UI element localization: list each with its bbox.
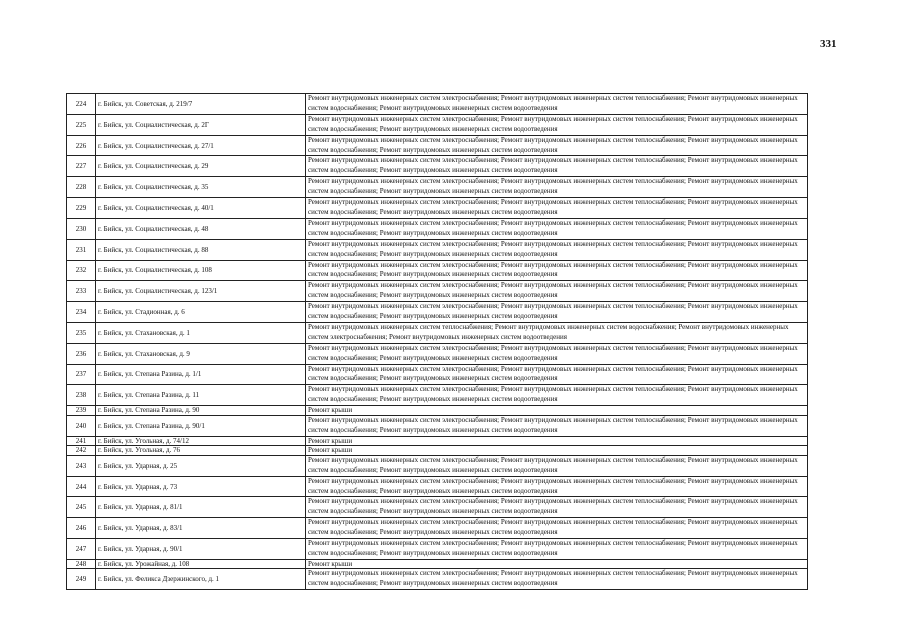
row-number-cell: 243: [67, 455, 96, 476]
table-row: [67, 177, 808, 198]
work-type-cell: Ремонт внутридомовых инженерных систем теплоснабжения; Ремонт внутридомовых инженерных систем водоснабжения; Ремонт внутридомовых инженерных систем электроснабжения; Ремонт внутридомовых инженерных систем водоотведения: [306, 322, 808, 343]
address-cell: г. Бийск, ул. Ударная, д. 73: [96, 476, 306, 497]
work-type-cell: Ремонт внутридомовых инженерных систем электроснабжения; Ремонт внутридомовых инженерных систем теплоснабжения; Ремонт внутридомовых инженерных систем водоснабжения; Ремонт внутридомовых инженерных систем водоотведения: [306, 114, 808, 135]
table-row: [67, 436, 808, 446]
table-row: [67, 497, 808, 518]
table-row: [67, 406, 808, 416]
work-type-cell: Ремонт внутридомовых инженерных систем электроснабжения; Ремонт внутридомовых инженерных систем теплоснабжения; Ремонт внутридомовых инженерных систем водоснабжения; Ремонт внутридомовых инженерных систем водоотведения: [306, 218, 808, 239]
row-number-cell: 242: [67, 446, 96, 456]
address-cell: г. Бийск, ул. Социалистическая, д. 2Г: [96, 114, 306, 135]
work-type-cell: Ремонт внутридомовых инженерных систем электроснабжения; Ремонт внутридомовых инженерных систем теплоснабжения; Ремонт внутридомовых инженерных систем водоснабжения; Ремонт внутридомовых инженерных систем водоотведения: [306, 476, 808, 497]
table-row: [67, 156, 808, 177]
row-number-cell: 229: [67, 198, 96, 219]
row-number-cell: 247: [67, 539, 96, 560]
address-cell: г. Бийск, ул. Социалистическая, д. 40/1: [96, 198, 306, 219]
table-row: [67, 94, 808, 115]
row-number-cell: 237: [67, 364, 96, 385]
address-cell: г. Бийск, ул. Социалистическая, д. 123/1: [96, 281, 306, 302]
row-number-cell: 241: [67, 436, 96, 446]
table-row: [67, 385, 808, 406]
row-number-cell: 236: [67, 343, 96, 364]
table-row: [67, 281, 808, 302]
address-cell: г. Бийск, ул. Степана Разина, д. 1/1: [96, 364, 306, 385]
work-type-cell: Ремонт внутридомовых инженерных систем электроснабжения; Ремонт внутридомовых инженерных систем теплоснабжения; Ремонт внутридомовых инженерных систем водоснабжения; Ремонт внутридомовых инженерных систем водоотведения: [306, 455, 808, 476]
work-type-cell: Ремонт внутридомовых инженерных систем электроснабжения; Ремонт внутридомовых инженерных систем теплоснабжения; Ремонт внутридомовых инженерных систем водоснабжения; Ремонт внутридомовых инженерных систем водоотведения: [306, 569, 808, 590]
row-number-cell: 227: [67, 156, 96, 177]
row-number-cell: 234: [67, 302, 96, 323]
address-cell: г. Бийск, ул. Ударная, д. 90/1: [96, 539, 306, 560]
address-cell: г. Бийск, ул. Ударная, д. 25: [96, 455, 306, 476]
work-type-cell: Ремонт внутридомовых инженерных систем электроснабжения; Ремонт внутридомовых инженерных систем теплоснабжения; Ремонт внутридомовых инженерных систем водоснабжения; Ремонт внутридомовых инженерных систем водоотведения: [306, 281, 808, 302]
page-number: 331: [820, 38, 837, 50]
address-cell: г. Бийск, ул. Угольная, д. 74/12: [96, 436, 306, 446]
work-type-cell: Ремонт внутридомовых инженерных систем электроснабжения; Ремонт внутридомовых инженерных систем теплоснабжения; Ремонт внутридомовых инженерных систем водоснабжения; Ремонт внутридомовых инженерных систем водоотведения: [306, 260, 808, 281]
address-cell: г. Бийск, ул. Феликса Дзержинского, д. 1: [96, 569, 306, 590]
work-type-cell: Ремонт внутридомовых инженерных систем электроснабжения; Ремонт внутридомовых инженерных систем теплоснабжения; Ремонт внутридомовых инженерных систем водоснабжения; Ремонт внутридомовых инженерных систем водоотведения: [306, 415, 808, 436]
table-row: [67, 343, 808, 364]
work-type-cell: Ремонт крыши: [306, 446, 808, 456]
row-number-cell: 248: [67, 559, 96, 569]
row-number-cell: 230: [67, 218, 96, 239]
table-row: [67, 198, 808, 219]
row-number-cell: 246: [67, 518, 96, 539]
address-cell: г. Бийск, ул. Социалистическая, д. 35: [96, 177, 306, 198]
work-type-cell: Ремонт внутридомовых инженерных систем электроснабжения; Ремонт внутридомовых инженерных систем теплоснабжения; Ремонт внутридомовых инженерных систем водоснабжения; Ремонт внутридомовых инженерных систем водоотведения: [306, 518, 808, 539]
table-row: [67, 364, 808, 385]
address-cell: г. Бийск, ул. Ударная, д. 83/1: [96, 518, 306, 539]
address-cell: г. Бийск, ул. Социалистическая, д. 48: [96, 218, 306, 239]
work-type-cell: Ремонт внутридомовых инженерных систем электроснабжения; Ремонт внутридомовых инженерных систем теплоснабжения; Ремонт внутридомовых инженерных систем водоснабжения; Ремонт внутридомовых инженерных систем водоотведения: [306, 539, 808, 560]
row-number-cell: 244: [67, 476, 96, 497]
table-row: [67, 559, 808, 569]
address-cell: г. Бийск, ул. Стадионная, д. 6: [96, 302, 306, 323]
work-type-cell: Ремонт внутридомовых инженерных систем электроснабжения; Ремонт внутридомовых инженерных систем теплоснабжения; Ремонт внутридомовых инженерных систем водоснабжения; Ремонт внутридомовых инженерных систем водоотведения: [306, 135, 808, 156]
registry-body: [67, 94, 808, 590]
table-row: [67, 322, 808, 343]
table-row: [67, 302, 808, 323]
work-type-cell: Ремонт внутридомовых инженерных систем электроснабжения; Ремонт внутридомовых инженерных систем теплоснабжения; Ремонт внутридомовых инженерных систем водоснабжения; Ремонт внутридомовых инженерных систем водоотведения: [306, 302, 808, 323]
work-type-cell: Ремонт внутридомовых инженерных систем электроснабжения; Ремонт внутридомовых инженерных систем теплоснабжения; Ремонт внутридомовых инженерных систем водоснабжения; Ремонт внутридомовых инженерных систем водоотведения: [306, 364, 808, 385]
address-cell: г. Бийск, ул. Стахановская, д. 1: [96, 322, 306, 343]
table-row: [67, 218, 808, 239]
row-number-cell: 232: [67, 260, 96, 281]
row-number-cell: 245: [67, 497, 96, 518]
work-type-cell: Ремонт внутридомовых инженерных систем электроснабжения; Ремонт внутридомовых инженерных систем теплоснабжения; Ремонт внутридомовых инженерных систем водоснабжения; Ремонт внутридомовых инженерных систем водоотведения: [306, 198, 808, 219]
address-cell: г. Бийск, ул. Урожайная, д. 108: [96, 559, 306, 569]
table-row: [67, 415, 808, 436]
address-cell: г. Бийск, ул. Социалистическая, д. 27/1: [96, 135, 306, 156]
table-row: [67, 260, 808, 281]
row-number-cell: 226: [67, 135, 96, 156]
work-type-cell: Ремонт внутридомовых инженерных систем электроснабжения; Ремонт внутридомовых инженерных систем теплоснабжения; Ремонт внутридомовых инженерных систем водоснабжения; Ремонт внутридомовых инженерных систем водоотведения: [306, 156, 808, 177]
table-row: [67, 114, 808, 135]
address-cell: г. Бийск, ул. Стахановская, д. 9: [96, 343, 306, 364]
address-cell: г. Бийск, ул. Социалистическая, д. 88: [96, 239, 306, 260]
table-row: [67, 518, 808, 539]
work-type-cell: Ремонт крыши: [306, 436, 808, 446]
row-number-cell: 224: [67, 94, 96, 115]
table-row: [67, 569, 808, 590]
work-type-cell: Ремонт крыши: [306, 406, 808, 416]
table-row: [67, 455, 808, 476]
work-type-cell: Ремонт внутридомовых инженерных систем электроснабжения; Ремонт внутридомовых инженерных систем теплоснабжения; Ремонт внутридомовых инженерных систем водоснабжения; Ремонт внутридомовых инженерных систем водоотведения: [306, 94, 808, 115]
address-cell: г. Бийск, ул. Социалистическая, д. 29: [96, 156, 306, 177]
row-number-cell: 239: [67, 406, 96, 416]
table-row: [67, 476, 808, 497]
row-number-cell: 235: [67, 322, 96, 343]
row-number-cell: 249: [67, 569, 96, 590]
address-cell: г. Бийск, ул. Степана Разина, д. 90: [96, 406, 306, 416]
address-cell: г. Бийск, ул. Степана Разина, д. 11: [96, 385, 306, 406]
work-type-cell: Ремонт внутридомовых инженерных систем электроснабжения; Ремонт внутридомовых инженерных систем теплоснабжения; Ремонт внутридомовых инженерных систем водоснабжения; Ремонт внутридомовых инженерных систем водоотведения: [306, 385, 808, 406]
repair-registry-table: [66, 93, 808, 590]
address-cell: г. Бийск, ул. Степана Разина, д. 90/1: [96, 415, 306, 436]
address-cell: г. Бийск, ул. Угольная, д. 76: [96, 446, 306, 456]
work-type-cell: Ремонт внутридомовых инженерных систем электроснабжения; Ремонт внутридомовых инженерных систем теплоснабжения; Ремонт внутридомовых инженерных систем водоснабжения; Ремонт внутридомовых инженерных систем водоотведения: [306, 497, 808, 518]
row-number-cell: 228: [67, 177, 96, 198]
table-row: [67, 239, 808, 260]
row-number-cell: 238: [67, 385, 96, 406]
address-cell: г. Бийск, ул. Ударная, д. 81/1: [96, 497, 306, 518]
table-row: [67, 446, 808, 456]
work-type-cell: Ремонт крыши: [306, 559, 808, 569]
table-row: [67, 539, 808, 560]
address-cell: г. Бийск, ул. Социалистическая, д. 108: [96, 260, 306, 281]
row-number-cell: 240: [67, 415, 96, 436]
table-row: [67, 135, 808, 156]
row-number-cell: 231: [67, 239, 96, 260]
work-type-cell: Ремонт внутридомовых инженерных систем электроснабжения; Ремонт внутридомовых инженерных систем теплоснабжения; Ремонт внутридомовых инженерных систем водоснабжения; Ремонт внутридомовых инженерных систем водоотведения: [306, 343, 808, 364]
row-number-cell: 233: [67, 281, 96, 302]
work-type-cell: Ремонт внутридомовых инженерных систем электроснабжения; Ремонт внутридомовых инженерных систем теплоснабжения; Ремонт внутридомовых инженерных систем водоснабжения; Ремонт внутридомовых инженерных систем водоотведения: [306, 239, 808, 260]
row-number-cell: 225: [67, 114, 96, 135]
address-cell: г. Бийск, ул. Советская, д. 219/7: [96, 94, 306, 115]
work-type-cell: Ремонт внутридомовых инженерных систем электроснабжения; Ремонт внутридомовых инженерных систем теплоснабжения; Ремонт внутридомовых инженерных систем водоснабжения; Ремонт внутридомовых инженерных систем водоотведения: [306, 177, 808, 198]
